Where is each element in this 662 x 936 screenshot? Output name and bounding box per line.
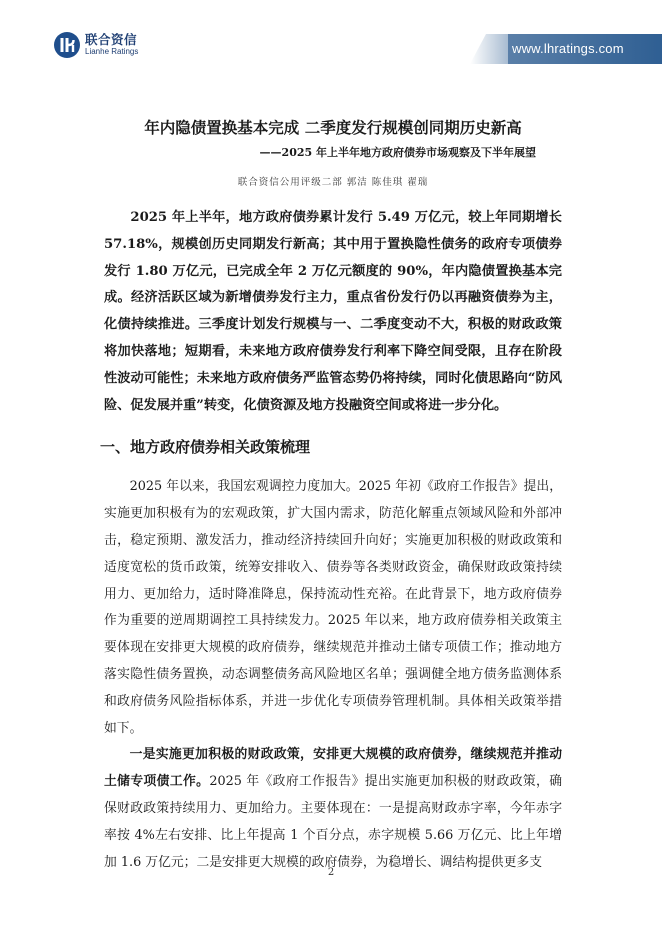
body-paragraph-2 (104, 742, 562, 876)
website-url: www.lhratings.com (512, 41, 624, 56)
abstract-paragraph: 2025 年上半年，地方政府债券累计发行 5.49 万亿元，较上年同期增长 57.18%，规模创历史同期发行新高；其中用于置换隐性债务的政府专项债券发行 1.80 万亿元，已完成全年 2 万亿元额度的 90%，年内隐债置换基本完成。经济活跃区域为新增债券发行主力，重点省份发行仍以再融资债券为主，化债持续推进。三季度计划发行规模与一、二季度变动不大，积极的财政政策将加快落地；短期看，未来地方政府债券发行利率下降空间受限，且存在阶段性波动可能性；未来地方政府债务严监管态势仍将持续，同时化债思路向“防风险、促发展并重”转变，化债资源及地方投融资空间或将进一步分化。 (104, 210, 562, 413)
logo-name-cn: 联合资信 (85, 31, 138, 47)
document-title: 年内隐债置换基本完成 二季度发行规模创同期历史新高 (144, 118, 522, 137)
paragraph-lead-text: 一是实施更加积极的财政政策，安排更大规模的政府债券，继续规范并推动土储专项债工作。 (104, 747, 562, 790)
logo-name-en: Lianhe Ratings (85, 47, 139, 57)
body-paragraph-1: 2025 年以来，我国宏观调控力度加大。2025 年初《政府工作报告》提出，实施更加积极有为的宏观政策，扩大国内需求，防范化解重点领域风险和外部冲击，稳定预期、激发活力，推动经济持续回升向好；实施更加积极的财政政策和适度宽松的货币政策，统筹安排收入、债券等各类财政资金，确保财政政策持续用力、更加给力，适时降准降息，保持流动性充裕。在此背景下，地方政府债券作为重要的逆周期调控工具持续发力。2025 年以来，地方政府债券相关政策主要体现在安排更大规模的政府债券，继续规范并推动土储专项债工作；推动地方落实隐性债务置换，动态调整债务高风险地区名单；强调健全地方债务监测体系和政府债务风险指标体系，并进一步优化专项债券管理机制。具体相关政策举措如下。 (104, 479, 562, 736)
document-body (100, 116, 562, 876)
company-logo (54, 32, 138, 58)
section-heading: 一、地方政府债券相关政策梳理 (100, 438, 311, 457)
page-number: 2 (327, 867, 335, 878)
logo-icon (54, 32, 80, 58)
document-subtitle: ——2025 年上半年地方政府债券市场观察及下半年展望 (259, 146, 536, 159)
page-header (0, 0, 662, 72)
author-line: 联合资信公用评级二部 郭洁 陈佳琪 翟瑞 (237, 177, 429, 188)
header-ribbon (470, 34, 510, 64)
paragraph-body-text: 2025 年《政府工作报告》提出实施更加积极的财政政策，确保财政政策持续用力、更加给力。主要体现在：一是提高财政赤字率，今年赤字率按 4%左右安排、比上年提高 1 个百分点，赤字规模 5.66 万亿元、比上年增加 1.6 万亿元；二是安排更大规模的政府债券，为稳增长、调结构提供更多支 (104, 774, 562, 870)
